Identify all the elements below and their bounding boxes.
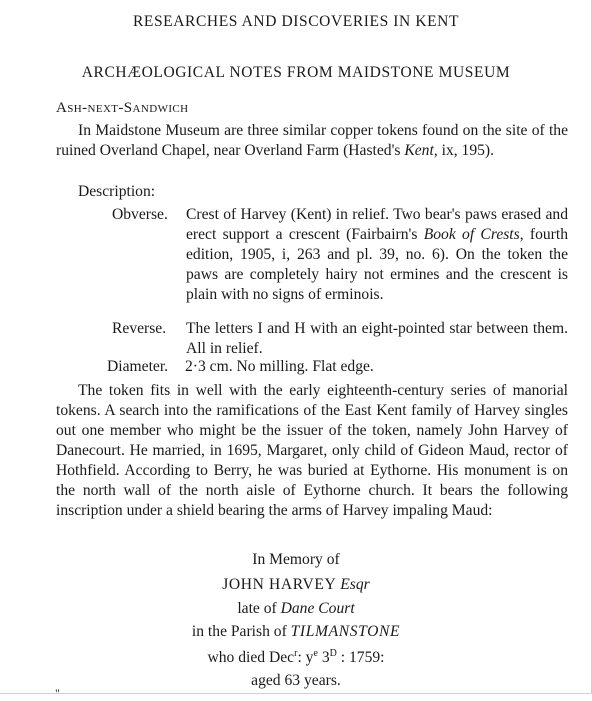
inscription-day: 3 — [317, 649, 330, 666]
running-head: RESEARCHES AND DISCOVERIES IN KENT — [132, 13, 460, 30]
inscription-line-3 — [0, 600, 592, 618]
obverse-text — [186, 205, 568, 305]
obverse-text-end: , fourth edition, 1905, i, 263 and pl. 39, no. 6). On the token the paws are completely hairy not ermines and the crescent is plain with no signs of erminois. — [186, 226, 569, 303]
inscription-died: who died Dec — [207, 649, 295, 666]
diameter-text: 2·3 cm. No milling. Flat edge. — [185, 358, 374, 375]
intro-kent-italic: Kent — [404, 142, 434, 159]
sup-d: D — [329, 648, 337, 659]
obverse-text-start: Crest of Harvey (Kent) in relief. Two bear's paws erased and erect support a crescent (Fairbairn's — [186, 206, 568, 243]
inscription-line-4 — [0, 623, 592, 641]
inscription-line-6: aged 63 years. — [251, 672, 341, 689]
inscription-name: JOHN HARVEY — [222, 576, 337, 593]
intro-text-start: In Maidstone Museum are three similar copper tokens found on the site of the ruined Overland Chapel, near Overland Farm (Hasted's — [56, 122, 568, 159]
inscription-ye: : y — [297, 649, 314, 666]
edge-mark: " — [55, 686, 60, 700]
inscription-place: Dane Court — [280, 600, 355, 617]
inscription-year: : 1759: — [336, 649, 385, 666]
inscription-parish: TILMANSTONE — [290, 623, 401, 640]
intro-paragraph — [56, 121, 568, 161]
sup-e: e — [313, 648, 318, 659]
sup-r: r — [294, 648, 298, 659]
reverse-label: Reverse. — [112, 320, 167, 337]
body-paragraph: The token fits in well with the early eighteenth-century series of manorial tokens. A search into the ramifications of the East Kent family of Harvey singles out one member who might be the issuer of the token, namely John Harvey of Danecourt. He married, in 1695, Margaret, only child of Gideon Maud, rector of Hothfield. According to Berry, he was buried at Eythorne. His monument is on the north wall of the north aisle of Eythorne church. It bears the following inscription under a shield bearing the arms of Harvey impaling Maud: — [56, 382, 568, 519]
inscription-line-5 — [0, 649, 592, 667]
obverse-book-italic: Book of Crests — [423, 226, 520, 243]
inscription-parish-of: in the Parish of — [191, 623, 291, 640]
reverse-text: The letters I and H with an eight-pointed star between them. All in relief. — [186, 320, 568, 357]
inscription-late-of: late of — [237, 600, 281, 617]
description-label: Description: — [78, 183, 156, 200]
intro-text-end: , ix, 195). — [433, 142, 495, 159]
inscription-line-2 — [0, 576, 592, 594]
diameter-label: Diameter. — [107, 358, 169, 375]
inscription-line-1: In Memory of — [252, 551, 340, 568]
inscription-title: Esqr — [340, 576, 370, 593]
article-title: ARCHÆOLOGICAL NOTES FROM MAIDSTONE MUSEUM — [81, 64, 511, 81]
section-heading: Ash-next-Sandwich — [56, 100, 189, 116]
obverse-label: Obverse. — [112, 206, 168, 223]
